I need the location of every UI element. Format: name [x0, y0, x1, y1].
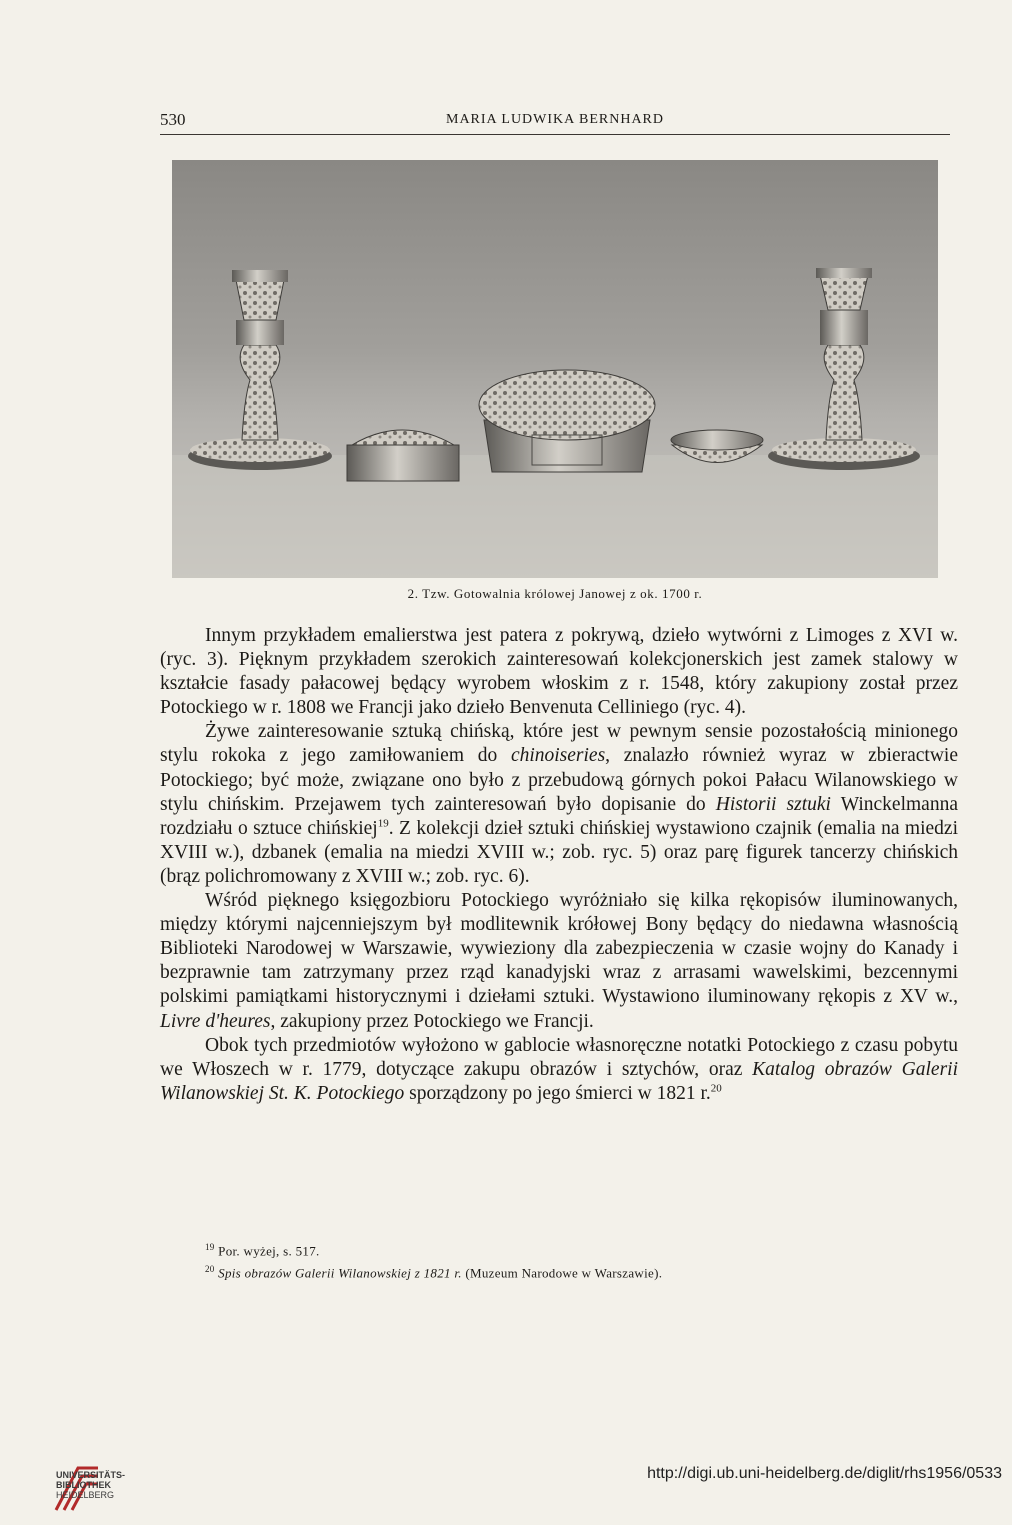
library-name — [56, 1470, 125, 1500]
page-number: 530 — [160, 110, 186, 129]
text-run: . Z kolekcji dzieł sztuki chińskiej wystawiono czajnik (emalia na miedzi XVIII w.), dzbanek (emalia na miedzi XVIII w.; zob. ryc. 5) oraz parę figurek tancerzy chińskich (brąz polichromowany z XVIII w.; zob. ryc. 6). — [160, 817, 958, 887]
text-run: , znalazło również wyraz w zbieractwie Potockiego; być może, związane ono było z przebudową górnych pokoi Pałacu Wilanowskiego w stylu chińskim. Przejawem tych zainteresowań było dopisanie do — [160, 745, 958, 815]
library-name-line3: HEIDELBERG — [56, 1490, 115, 1500]
paragraph — [160, 1034, 958, 1106]
footnote-title: Spis obrazów Galerii Wilanowskiej z 1821 r. — [218, 1265, 462, 1281]
library-name-line2: BIBLIOTHEK — [56, 1480, 111, 1490]
figure-photograph — [172, 160, 938, 578]
italic-title: Historii sztuki — [715, 793, 831, 815]
table-surface — [172, 455, 938, 578]
paragraph — [160, 720, 958, 889]
small-box-left — [347, 430, 459, 481]
italic-title: chinoiseries — [510, 745, 606, 767]
footnote-number: 19 — [205, 1242, 215, 1252]
text-run: sporządzony po jego śmierci w 1821 r. — [404, 1082, 711, 1104]
footnote-number: 20 — [205, 1264, 215, 1275]
footnote-ref: 20 — [710, 1082, 722, 1095]
paragraph — [160, 624, 958, 720]
italic-title: Livre d'heures — [160, 1010, 271, 1032]
footnote-text: Por. wyżej, s. 517. — [218, 1243, 320, 1259]
running-head: MARIA LUDWIKA BERNHARD — [446, 112, 664, 127]
text-run: , zakupiony przez Potockiego we Francji. — [270, 1010, 594, 1032]
footnote-ref: 19 — [377, 817, 389, 830]
figure-caption: 2. Tzw. Gotowalnia królowej Janowej z ok. 1700 r. — [407, 586, 703, 601]
toilet-set-illustration — [172, 160, 938, 578]
text-run: Obok tych przedmiotów wyłożono w gablocie własnoręczne notatki Potockiego z czasu pobytu we Włoszech w r. 1779, dotyczące zakupu obrazów i sztychów, oraz — [160, 1034, 958, 1080]
text-run: Innym przykładem emalierstwa jest patera z pokrywą, dzieło wytwórni z Limoges z XVI w. (ryc. 3). Pięknym przykładem szerokich zainteresowań kolekcjonerskich jest zamek stalowy w kształcie fasady pałacowej będący wyrobem włoskim z r. 1548, który zakupiony został przez Potockiego w r. 1808 we Francji jako dzieło Benvenuta Celliniego (ryc. 4). — [160, 625, 958, 719]
footnotes — [160, 1238, 958, 1283]
text-run: Winckelmanna rozdziału o sztuce chińskiej — [160, 793, 958, 839]
left-candlestick — [188, 270, 332, 470]
footnote-text: (Muzeum Narodowe w Warszawie). — [461, 1265, 663, 1281]
source-url-link[interactable]: http://digi.ub.uni-heidelberg.de/diglit/rhs1956/0533 — [647, 1465, 1002, 1482]
paragraph — [160, 889, 958, 1034]
right-candlestick — [768, 268, 920, 470]
text-run: Wśród pięknego księgozbioru Potockiego wyróżniało się kilka rękopisów iluminowanych, między którymi najcenniejszym był modlitewnik krółowej Bony będący do niedawna własnością Biblioteki Narodowej w Warszawie, wywieziony dla zabezpieczenia w czasie wojny do Kanady i bezprawnie tam zatrzymany przez rząd kanadyjski wraz z arrasami wawelskimi, bezcennymi polskimi pamiątkami historycznymi i dziełami sztuki. Wystawiono iluminowany rękopis z XV w., — [160, 890, 958, 1008]
text-run: Żywe zainteresowanie sztuką chińską, które jest w pewnym sensie pozostałością minionego stylu rokoka z jego zamiłowaniem do — [160, 721, 958, 767]
footnote — [160, 1238, 958, 1260]
page-header — [160, 110, 950, 135]
article-body — [160, 624, 958, 1106]
footnote — [160, 1260, 958, 1282]
italic-title: Katalog obrazów Galerii Wilanowskiej St. K. Potockiego — [160, 1058, 958, 1104]
library-name-line1: UNIVERSITÄTS- — [56, 1470, 126, 1480]
central-casket — [479, 370, 655, 472]
